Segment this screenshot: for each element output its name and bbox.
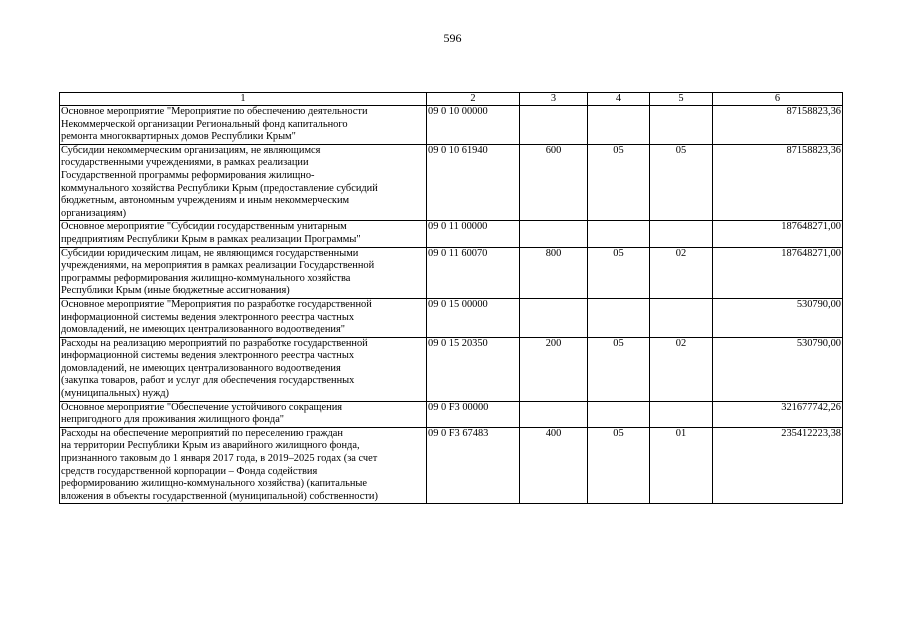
table-body xyxy=(60,106,843,504)
table-row xyxy=(60,337,843,401)
row-col3-cell: 600 xyxy=(520,144,588,221)
row-col5-cell: 02 xyxy=(650,247,713,298)
row-sum-cell: 87158823,36 xyxy=(713,144,843,221)
row-col5-cell xyxy=(650,106,713,145)
row-col4-cell: 05 xyxy=(588,427,650,504)
table-row xyxy=(60,144,843,221)
row-col4-cell: 05 xyxy=(588,337,650,401)
table-row xyxy=(60,401,843,427)
row-name-line: реформированию жилищно-коммунального хозяйства) (капитальные xyxy=(61,478,368,490)
header-row xyxy=(60,93,843,106)
budget-table xyxy=(59,92,843,504)
row-col3-cell xyxy=(520,298,588,337)
row-col5-cell xyxy=(650,221,713,247)
row-code-cell: 09 0 10 00000 xyxy=(427,106,520,145)
row-name-line: организациям) xyxy=(61,207,127,219)
row-name-line: информационной системы ведения электронного реестра частных xyxy=(61,311,355,323)
row-name-line: признанного таковым до 1 января 2017 года, в 2019–2025 годах (за счет xyxy=(61,453,378,465)
row-code-cell: 09 0 15 00000 xyxy=(427,298,520,337)
column-header: 2 xyxy=(427,93,520,106)
row-col4-cell xyxy=(588,106,650,145)
row-name-line: домовладений, не имеющих централизованного водоотведения" xyxy=(61,324,345,336)
row-name-line: непригодного для проживания жилищного фонда" xyxy=(61,414,285,426)
row-name-line: Основное мероприятие "Мероприятие по обеспечению деятельности xyxy=(61,106,368,117)
row-name-line: домовладений, не имеющих централизованного водоотведения xyxy=(61,362,341,374)
row-col3-cell xyxy=(520,221,588,247)
row-name-line: коммунального хозяйства Республики Крым (предоставление субсидий xyxy=(61,182,378,194)
column-header: 3 xyxy=(520,93,588,106)
row-code-cell: 09 0 10 61940 xyxy=(427,144,520,221)
row-name-line: Основное мероприятие "Обеспечение устойчивого сокращения xyxy=(61,401,343,413)
row-name-cell xyxy=(60,401,427,427)
row-col4-cell: 05 xyxy=(588,144,650,221)
row-name-line: Расходы на реализацию мероприятий по разработке государственной xyxy=(61,337,368,349)
row-name-cell xyxy=(60,247,427,298)
table-row xyxy=(60,106,843,145)
page-number: 596 xyxy=(443,31,462,45)
row-name-line: вложения в объекты государственной (муниципальной) собственности) xyxy=(61,490,378,502)
table-row xyxy=(60,247,843,298)
table-row xyxy=(60,427,843,504)
row-sum-cell: 87158823,36 xyxy=(713,106,843,145)
row-sum-cell: 235412223,38 xyxy=(713,427,843,504)
row-name-line: Расходы на обеспечение мероприятий по переселению граждан xyxy=(61,427,343,439)
row-col4-cell xyxy=(588,221,650,247)
row-name-line: предприятиям Республики Крым в рамках реализации Программы" xyxy=(61,233,361,245)
row-name-line: средств государственной корпорации – Фонда содействия xyxy=(61,465,318,477)
row-name-line: информационной системы ведения электронного реестра частных xyxy=(61,350,355,362)
column-header: 6 xyxy=(713,93,843,106)
row-code-cell: 09 0 11 00000 xyxy=(427,221,520,247)
row-name-cell xyxy=(60,221,427,247)
row-name-line: Некоммерческой организации Региональный фонд капитального xyxy=(61,118,348,130)
row-col3-cell: 800 xyxy=(520,247,588,298)
row-col5-cell: 01 xyxy=(650,427,713,504)
row-name-line: Субсидии юридическим лицам, не являющимся государственными xyxy=(61,247,359,259)
row-code-cell: 09 0 F3 00000 xyxy=(427,401,520,427)
row-name-line: Основное мероприятие "Субсидии государственным унитарным xyxy=(61,221,347,233)
row-sum-cell: 530790,00 xyxy=(713,298,843,337)
row-name-line: (муниципальных) нужд) xyxy=(61,388,170,400)
row-name-cell xyxy=(60,337,427,401)
column-header: 4 xyxy=(588,93,650,106)
row-name-line: учреждениями, на мероприятия в рамках реализации Государственной xyxy=(61,260,375,272)
row-col3-cell xyxy=(520,106,588,145)
row-name-line: Субсидии некоммерческим организациям, не являющимся xyxy=(61,144,321,156)
row-col3-cell: 200 xyxy=(520,337,588,401)
row-code-cell: 09 0 11 60070 xyxy=(427,247,520,298)
table-row xyxy=(60,221,843,247)
row-col4-cell xyxy=(588,298,650,337)
row-name-line: ремонта многоквартирных домов Республики Крым" xyxy=(61,131,296,143)
row-name-line: Государственной программы реформирования жилищно- xyxy=(61,169,315,181)
row-name-cell xyxy=(60,427,427,504)
column-header: 5 xyxy=(650,93,713,106)
row-col5-cell xyxy=(650,401,713,427)
row-name-cell xyxy=(60,144,427,221)
row-name-line: (закупка товаров, работ и услуг для обеспечения государственных xyxy=(61,375,355,387)
row-col4-cell xyxy=(588,401,650,427)
row-sum-cell: 187648271,00 xyxy=(713,247,843,298)
row-col5-cell: 05 xyxy=(650,144,713,221)
table-row xyxy=(60,298,843,337)
row-col5-cell: 02 xyxy=(650,337,713,401)
row-name-line: Основное мероприятие "Мероприятия по разработке государственной xyxy=(61,298,372,310)
row-sum-cell: 187648271,00 xyxy=(713,221,843,247)
row-name-line: программы реформирования жилищно-коммунального хозяйства xyxy=(61,272,351,284)
row-sum-cell: 530790,00 xyxy=(713,337,843,401)
column-header: 1 xyxy=(60,93,427,106)
row-name-line: на территории Республики Крым из аварийного жилищного фонда, xyxy=(61,440,360,452)
row-name-line: государственными учреждениями, в рамках реализации xyxy=(61,157,309,169)
row-code-cell: 09 0 F3 67483 xyxy=(427,427,520,504)
row-name-cell xyxy=(60,298,427,337)
row-name-line: бюджетным, автономным учреждениям и иным некоммерческим xyxy=(61,195,350,207)
row-name-line: Республики Крым (иные бюджетные ассигнования) xyxy=(61,285,290,297)
row-col4-cell: 05 xyxy=(588,247,650,298)
row-name-cell xyxy=(60,106,427,145)
row-code-cell: 09 0 15 20350 xyxy=(427,337,520,401)
row-col3-cell: 400 xyxy=(520,427,588,504)
row-col5-cell xyxy=(650,298,713,337)
row-sum-cell: 321677742,26 xyxy=(713,401,843,427)
row-col3-cell xyxy=(520,401,588,427)
